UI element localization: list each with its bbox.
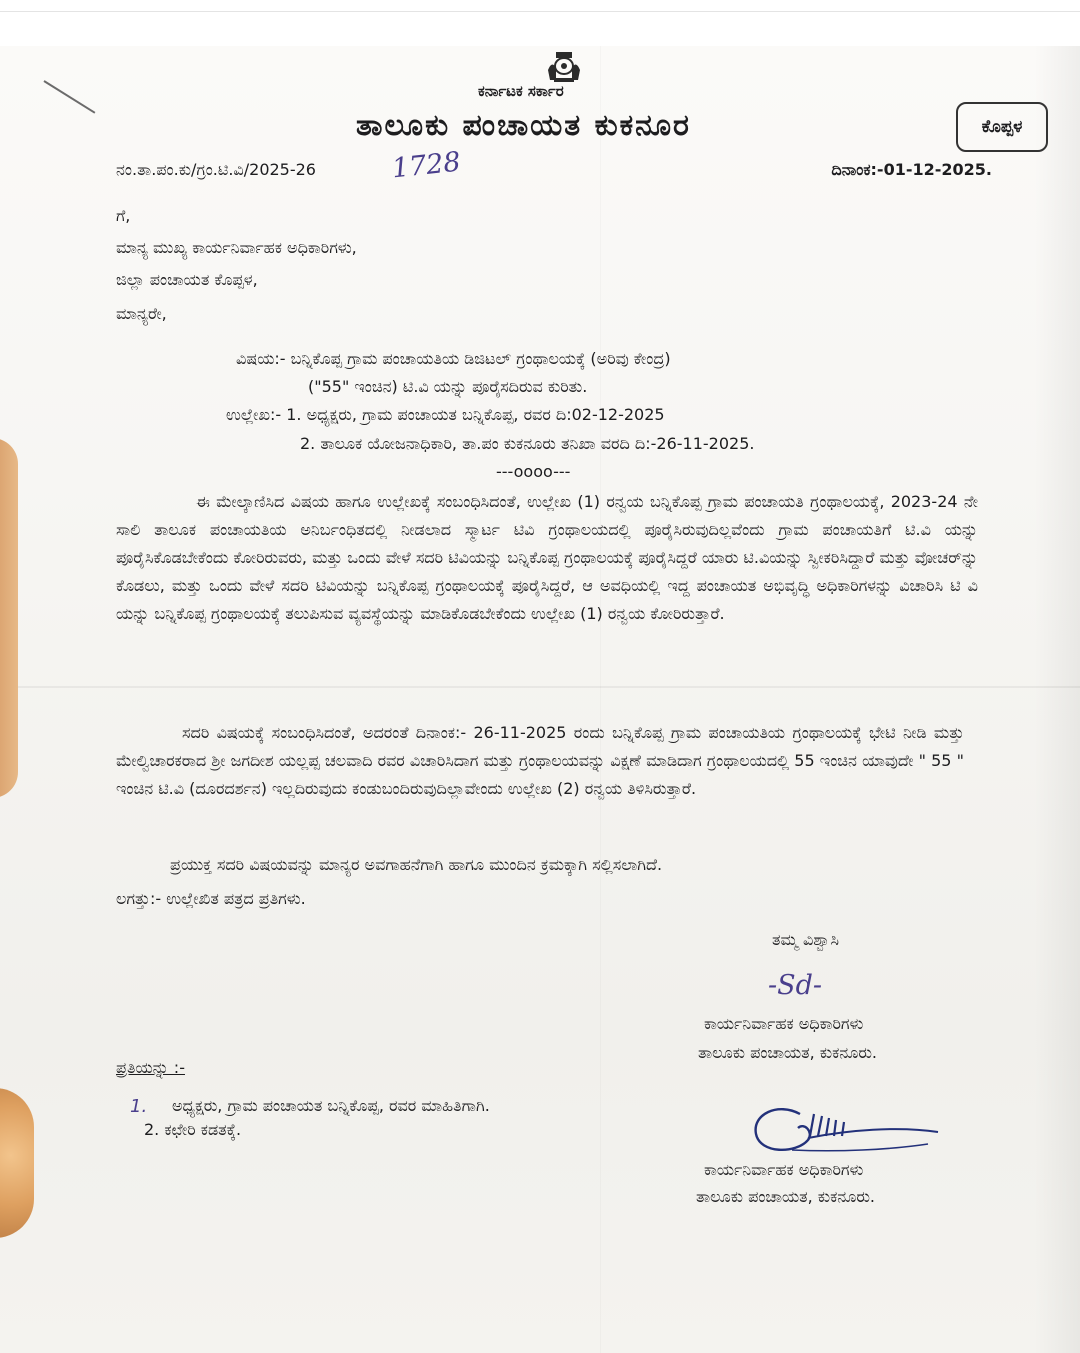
closing-designation: ಕಾರ್ಯನಿರ್ವಾಹಕ ಅಧಿಕಾರಿಗಳು — [704, 1014, 864, 1033]
handwritten-number: 1728 — [390, 146, 463, 185]
paper-fold-vertical — [600, 46, 601, 1353]
top-band — [0, 0, 1080, 46]
paragraph-3: ಪ್ರಯುಕ್ತ ಸದರಿ ವಿಷಯವನ್ನು ಮಾನ್ಯರ ಅವಗಾಹನೆಗಾಗಿ ಹಾಗೂ ಮುಂದಿನ ಕ್ರಮಕ್ಕಾಗಿ ಸಲ್ಲಿಸಲಾಗಿದೆ. — [170, 855, 663, 874]
copy-item-1-number: 1. — [130, 1096, 148, 1117]
closing-yours: ತಮ್ಮ ವಿಶ್ವಾಸಿ — [772, 930, 840, 949]
copy-item-1: ಅಧ್ಯಕ್ಷರು, ಗ್ರಾಮ ಪಂಚಾಯತ ಬನ್ನಿಕೊಪ್ಪ, ರವರ ಮಾಹಿತಿಗಾಗಿ. — [172, 1096, 490, 1115]
subject-line1: ವಿಷಯ:- ಬನ್ನಿಕೊಪ್ಪ ಗ್ರಾಮ ಪಂಚಾಯತಿಯ ಡಿಜಿಟಲ್ ಗ್ರಂಥಾಲಯಕ್ಕೆ (ಅರಿವು ಕೇಂದ್ರ) — [236, 349, 671, 368]
closing-office: ತಾಲೂಕು ಪಂಚಾಯತ, ಕುಕನೂರು. — [698, 1043, 878, 1062]
state-emblem-icon — [544, 50, 584, 86]
addressee-line2: ಜಿಲ್ಲಾ ಪಂಚಾಯತ ಕೊಪ್ಪಳ, — [116, 270, 258, 289]
reference-number: ನಂ.ತಾ.ಪಂ.ಕು/ಗ್ರಂ.ಟಿ.ವಿ/2025-26 — [116, 160, 316, 179]
paragraph-2: ಸದರಿ ವಿಷಯಕ್ಕೆ ಸಂಬಂಧಿಸಿದಂತೆ, ಅದರಂತೆ ದಿನಾಂಕ:- 26-11-2025 ರಂದು ಬನ್ನಿಕೊಪ್ಪ ಗ್ರಾಮ ಪಂಚಾಯತಿಯ ಗ್ರಂಥಾಲಯಕ್ಕೆ ಭೇಟಿ ನೀಡಿ ಮತ್ತು ಮೇಲ್ವಿಚಾರಕರಾದ ಶ್ರೀ ಜಗದೀಶ ಯಲ್ಲಪ್ಪ ಚಲವಾದಿ ರವರ ವಿಚಾರಿಸಿದಾಗ ಮತ್ತು ಗ್ರಂಥಾಲಯವನ್ನು ವಿಕ್ಷಣೆ ಮಾಡಿದಾಗ ಗ್ರಂಥಾಲಯದಲ್ಲಿ 55 ಇಂಚಿನ ಯಾವುದೇ " 55 " ಇಂಚಿನ ಟಿ.ವಿ (ದೂರದರ್ಶನ) ಇಲ್ಲದಿರುವುದು ಕಂಡುಬಂದಿರುವುದಿಲ್ಲಾವೇಂದು ಉಲ್ಲೇಖ (2) ರನ್ವಯ ತಿಳಿಸಿರುತ್ತಾರೆ. — [116, 723, 964, 798]
paper-edge-shadow — [1034, 46, 1080, 1353]
salutation: ಮಾನ್ಯರೇ, — [116, 304, 167, 323]
addressee-line1: ಮಾನ್ಯ ಮುಖ್ಯ ಕಾರ್ಯನಿರ್ವಾಹಕ ಅಧಿಕಾರಿಗಳು, — [116, 238, 357, 257]
reference-item-1: ಉಲ್ಲೇಖ:- 1. ಅಧ್ಯಕ್ಷರು, ಗ್ರಾಮ ಪಂಚಾಯತ ಬನ್ನಿಕೊಪ್ಪ, ರವರ ದಿ:02-12-2025 — [226, 405, 665, 424]
copy-item-2: 2. ಕಛೇರಿ ಕಡತಕ್ಕೆ. — [144, 1120, 242, 1139]
copies-label: ಪ್ರತಿಯನ್ನು :- — [116, 1058, 185, 1077]
signature-designation: ಕಾರ್ಯನಿರ್ವಾಹಕ ಅಧಿಕಾರಿಗಳು — [704, 1160, 864, 1179]
separator: ---oooo--- — [496, 462, 571, 481]
corner-pencil-mark — [43, 80, 95, 113]
finger-bottom — [0, 1088, 34, 1238]
district-stamp: ಕೊಪ್ಪಳ — [956, 102, 1048, 152]
letter-date: ದಿನಾಂಕ:-01-12-2025. — [831, 160, 992, 179]
top-divider — [0, 11, 1080, 12]
reference-line — [116, 146, 992, 185]
paper-fold-horizontal — [0, 686, 1080, 688]
office-title: ತಾಲೂಕು ಪಂಚಾಯತ ಕುಕನೂರ — [356, 108, 691, 143]
addressee-to: ಗೆ, — [116, 206, 131, 225]
sd-mark: -Sd- — [768, 970, 823, 1001]
signature-office: ತಾಲೂಕು ಪಂಚಾಯತ, ಕುಕನೂರು. — [696, 1187, 876, 1206]
finger-top — [0, 438, 18, 798]
subject-line2: ("55" ಇಂಚಿನ) ಟಿ.ವಿ ಯನ್ನು ಪೂರೈಸದಿರುವ ಕುರಿತು. — [308, 377, 588, 396]
reference-item-2: 2. ತಾಲೂಕ ಯೋಜನಾಧಿಕಾರಿ, ತಾ.ಪಂ ಕುಕನೂರು ತನಿಖಾ ವರದಿ ದಿ:-26-11-2025. — [300, 434, 755, 453]
paragraph-1: ಈ ಮೇಲ್ಕಾಣಿಸಿದ ವಿಷಯ ಹಾಗೂ ಉಲ್ಲೇಖಕ್ಕೆ ಸಂಬಂಧಿಸಿದಂತೆ, ಉಲ್ಲೇಖ (1) ರನ್ವಯ ಬನ್ನಿಕೊಪ್ಪ ಗ್ರಾಮ ಪಂಚಾಯತಿ ಗ್ರಂಥಾಲಯಕ್ಕೆ, 2023-24 ನೇ ಸಾಲಿ ತಾಲೂಕ ಪಂಚಾಯತಿಯ ಅನಿರ್ಬಂಧಿತದಲ್ಲಿ ನೀಡಲಾದ ಸ್ಮಾರ್ಟ ಟಿವಿ ಗ್ರಂಥಾಲಯದಲ್ಲಿ ಪೂರೈಸಿರುವುದಿಲ್ಲವೆಂದು ಗ್ರಾಮ ಪಂಚಾಯತಿಗೆ ಟಿ.ವಿ ಯನ್ನು ಪೂರೈಸಿಕೊಡಬೇಕೆಂದು ಕೋರಿರುವರು, ಮತ್ತು ಒಂದು ವೇಳೆ ಸದರಿ ಟಿವಿಯನ್ನು ಬನ್ನಿಕೊಪ್ಪ ಗ್ರಂಥಾಲಯಕ್ಕೆ ಪೂರೈಸಿದ್ದರೆ ಯಾರು ಟಿ.ವಿಯನ್ನು ಸ್ವೀಕರಿಸಿದ್ದಾರೆ ಮತ್ತು ವೋಚರ್‌ನ್ನು ಕೊಡಲು, ಮತ್ತು ಒಂದು ವೇಳೆ ಸದರಿ ಟಿವಿಯನ್ನು ಬನ್ನಿಕೊಪ್ಪ ಗ್ರಂಥಾಲಯಕ್ಕೆ ಪೂರೈಸಿದ್ದರೆ, ಆ ಅವಧಿಯಲ್ಲಿ ಇದ್ದ ಪಂಚಾಯತ ಅಭಿವೃದ್ಧಿ ಅಧಿಕಾರಿಗಳನ್ನು ವಿಚಾರಿಸಿ ಟಿ ವಿ ಯನ್ನು ಬನ್ನಿಕೊಪ್ಪ ಗ್ರಂಥಾಲಯಕ್ಕೆ ತಲುಪಿಸುವ ವ್ಯವಸ್ಥೆಯನ್ನು ಮಾಡಿಕೊಡಬೇಕೆಂದು ಉಲ್ಲೇಖ (1) ರನ್ವಯ ಕೋರಿರುತ್ತಾರೆ. — [116, 492, 978, 623]
government-name: ಕರ್ನಾಟಕ ಸರ್ಕಾರ — [478, 82, 564, 100]
enclosure: ಲಗತ್ತು:- ಉಲ್ಲೇಖಿತ ಪತ್ರದ ಪ್ರತಿಗಳು. — [116, 889, 306, 908]
letter-page — [0, 46, 1080, 1353]
